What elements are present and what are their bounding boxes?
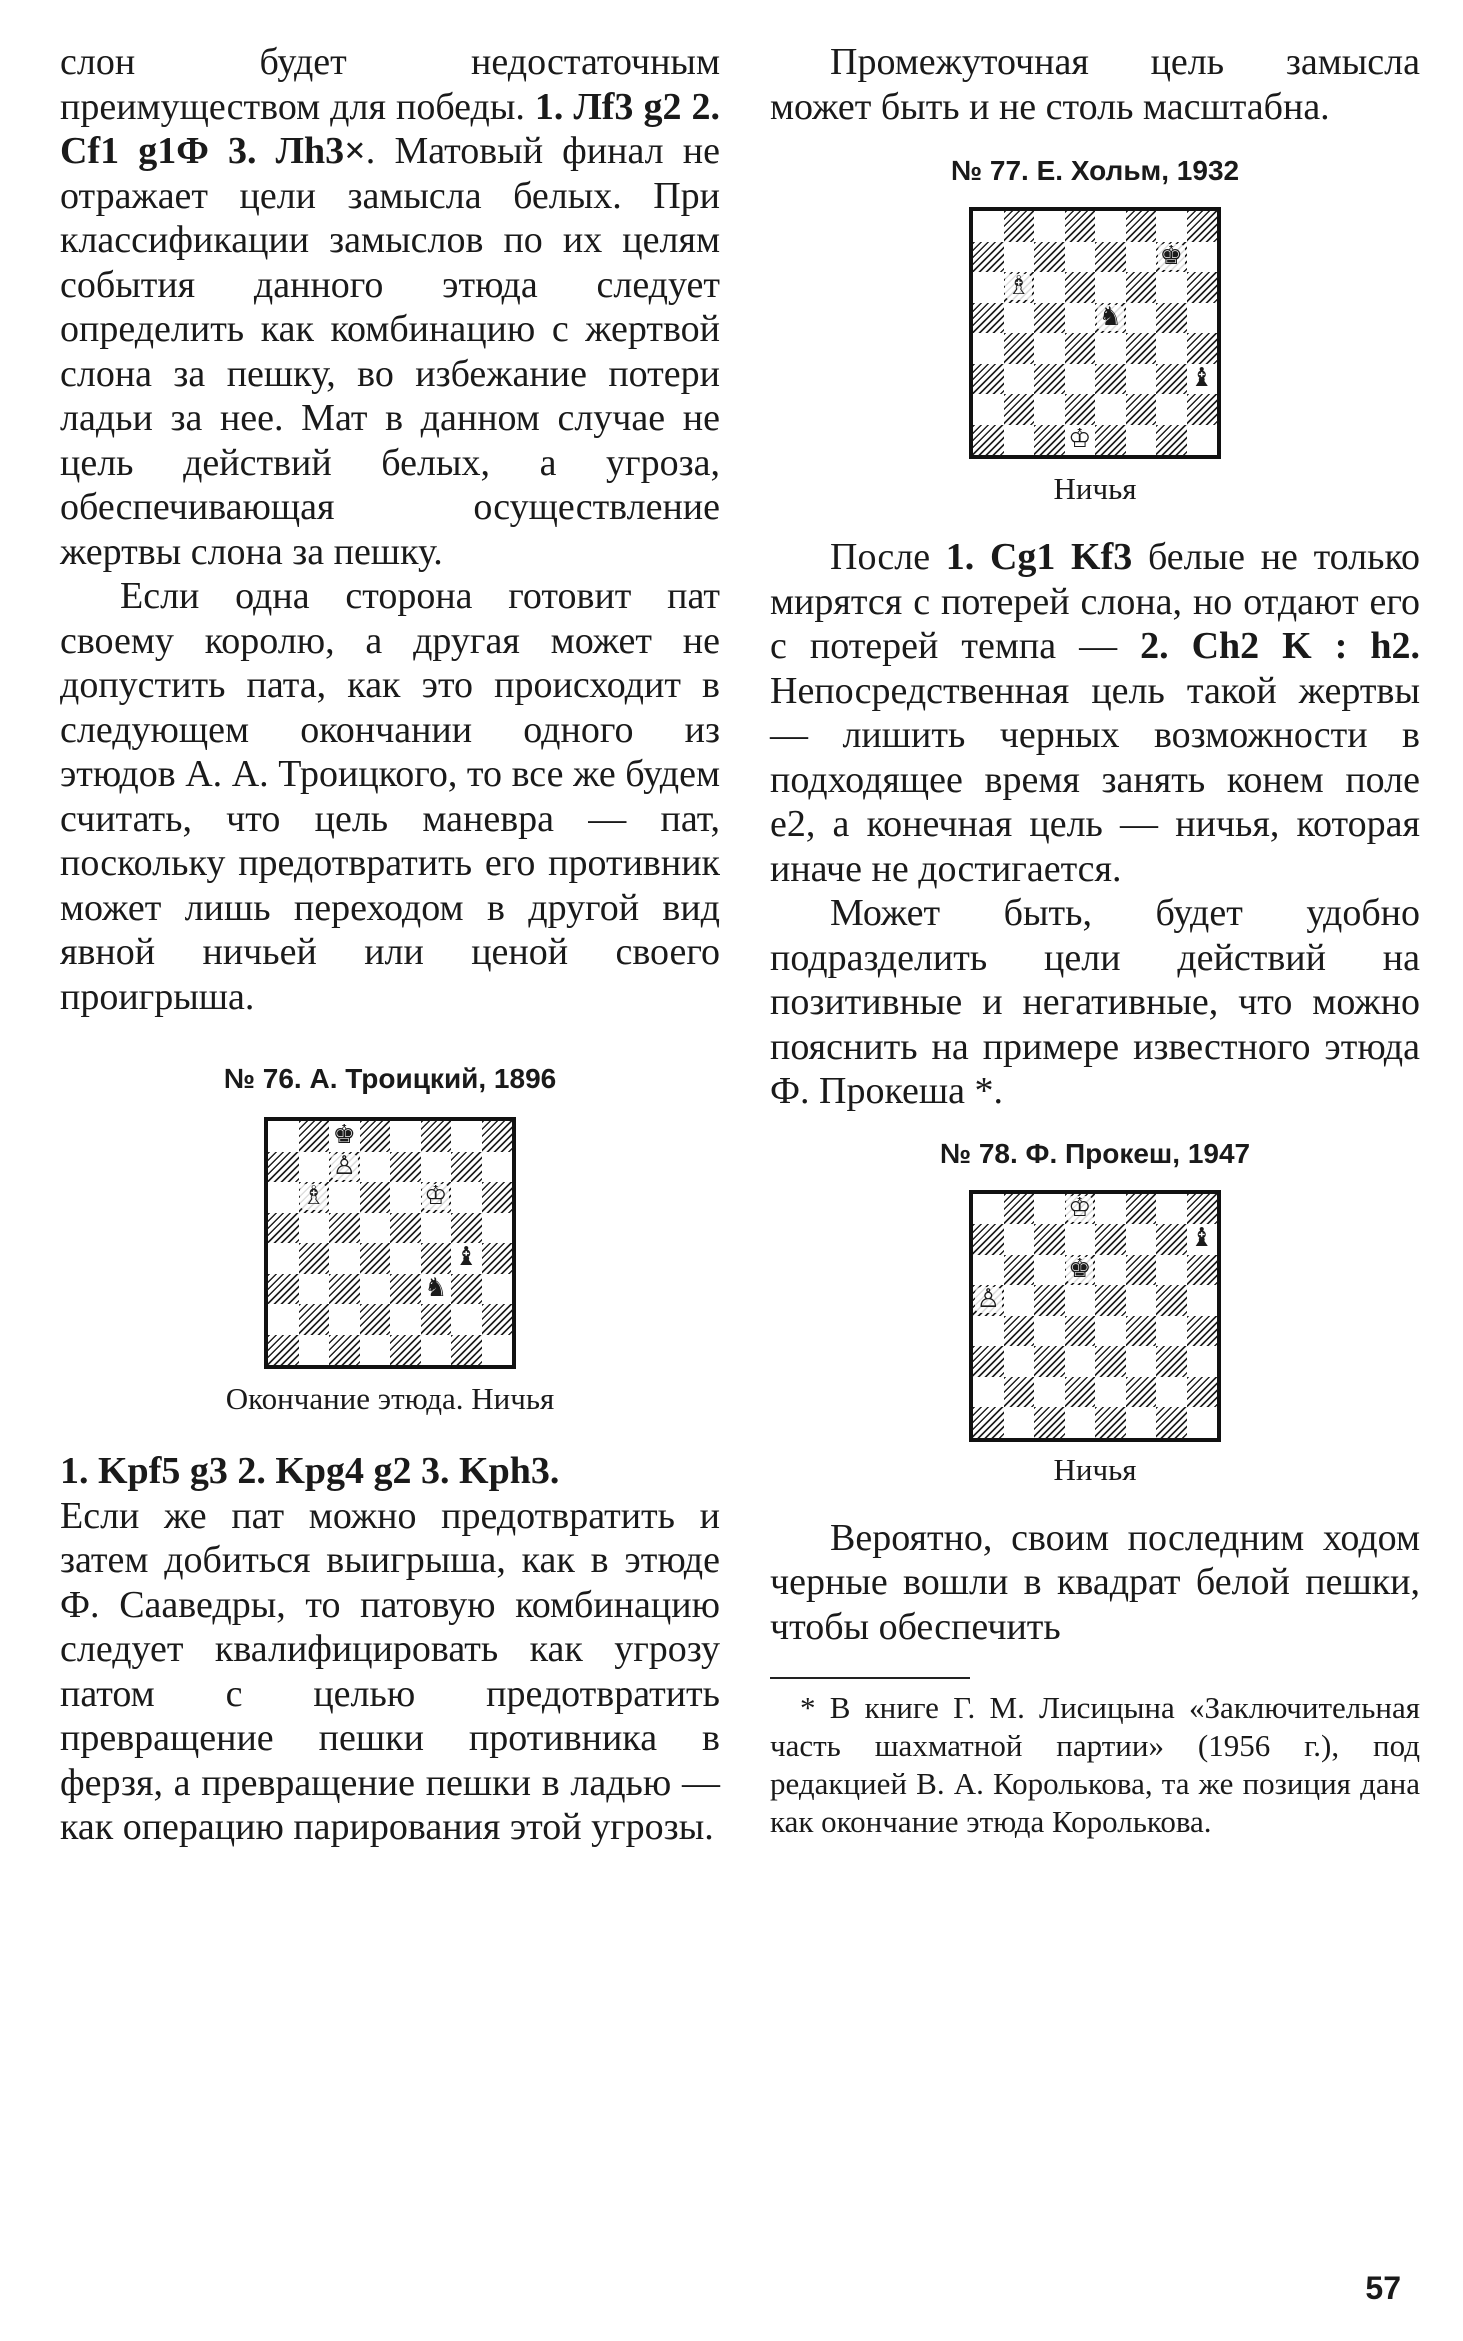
board-square — [1187, 1285, 1218, 1316]
chess-piece-glyph: ♚ — [1159, 240, 1183, 271]
board-square — [1034, 1346, 1065, 1377]
diagram-78-title: № 78. Ф. Прокеш, 1947 — [939, 1137, 1251, 1169]
board-square — [1187, 303, 1218, 334]
board-square — [1156, 364, 1187, 395]
board-square — [1126, 303, 1157, 334]
board-square — [451, 1152, 482, 1183]
board-square — [329, 1304, 360, 1335]
chess-piece — [973, 1285, 1004, 1316]
chess-piece-glyph: ♚ — [332, 1120, 356, 1151]
board-square — [390, 1152, 421, 1183]
board-square — [360, 1304, 391, 1335]
footnote-rule — [770, 1677, 970, 1679]
board-square — [1156, 394, 1187, 425]
text-run: После — [830, 536, 946, 578]
board-square — [1034, 1194, 1065, 1225]
board-square — [1126, 1255, 1157, 1286]
diagram-77-board — [969, 207, 1221, 459]
board-square — [1065, 1346, 1096, 1377]
board-square — [451, 1121, 482, 1152]
chess-piece-glyph: ♙ — [332, 1150, 356, 1181]
board-square — [1095, 364, 1126, 395]
board-square — [268, 1213, 299, 1244]
board-square — [390, 1213, 421, 1244]
board-square — [329, 1213, 360, 1244]
chess-piece-glyph: ♝ — [1190, 1223, 1214, 1254]
board-square — [1156, 425, 1187, 456]
chess-piece-glyph: ♙ — [976, 1284, 1000, 1315]
board-square — [1065, 1316, 1096, 1347]
board-square — [1004, 425, 1035, 456]
board-square — [973, 394, 1004, 425]
board-square — [1095, 211, 1126, 242]
board-square — [1034, 333, 1065, 364]
board-square — [973, 303, 1004, 334]
board-square — [1187, 1346, 1218, 1377]
diagram-77-title: № 77. Е. Хольм, 1932 — [950, 155, 1240, 186]
board-square — [1004, 364, 1035, 395]
board-square — [1034, 1377, 1065, 1408]
board-square — [1004, 1285, 1035, 1316]
moves-76-text: 1. Kpf5 g3 2. Kpg4 g2 3. Kph3. — [60, 1450, 560, 1492]
board-square — [1126, 272, 1157, 303]
diagram-78-board — [969, 1190, 1221, 1442]
board-square — [1187, 1407, 1218, 1438]
board-square — [1095, 1407, 1126, 1438]
board-square — [1095, 242, 1126, 273]
text-run: Может быть, будет удобно подразделить цели действий на позитивные и негативные, что можно пояснить на примере известного этюда Ф. Прокеша *. — [770, 892, 1420, 1112]
board-square — [360, 1243, 391, 1274]
board-square — [1004, 1224, 1035, 1255]
chess-piece-glyph: ♗ — [1007, 271, 1031, 302]
chess-piece — [451, 1243, 482, 1274]
board-square — [1187, 1316, 1218, 1347]
diagram-77 — [770, 155, 1420, 507]
board-square — [1065, 364, 1096, 395]
chess-piece — [329, 1152, 360, 1183]
board-square — [421, 1304, 452, 1335]
board-square — [1095, 1224, 1126, 1255]
chess-piece — [1004, 272, 1035, 303]
board-square — [1065, 394, 1096, 425]
board-square — [421, 1213, 452, 1244]
text-run: Если одна сторона готовит пат своему королю, а другая может не допустить пата, как это происходит в следующем окончании одного из этюдов А. А. Троицкого, то все же будем считать, что цель маневра — пат, поскольку предотвратить его противник может лишь переходом в другой вид явной ничьей или ценой своего проигрыша. — [60, 575, 720, 1018]
board-square — [1187, 211, 1218, 242]
board-square — [1156, 1407, 1187, 1438]
text-run: Непосредственная цель такой жертвы — лишить черных возможности в подходящее время занять конем поле е2, а конечная цель — ничья, которая иначе не достигается. — [770, 669, 1420, 890]
board-square — [1034, 364, 1065, 395]
text-run: . Матовый финал не отражает цели замысла белых. При классификации замыслов по их целям события данного этюда следует определить как комбинацию с жертвой слона за пешку, во избежание потери ладьи за нее. Мат в данном случае не цель действий белых, а угроза, обеспечивающая осуществление жертвы слона за пешку. — [60, 130, 720, 573]
board-square — [421, 1152, 452, 1183]
board-square — [1126, 1224, 1157, 1255]
left-column — [60, 40, 720, 1850]
board-square — [1095, 425, 1126, 456]
board-square — [421, 1121, 452, 1152]
board-square — [360, 1213, 391, 1244]
board-square — [1156, 1224, 1187, 1255]
diagram-76-caption: Окончание этюда. Ничья — [225, 1381, 555, 1416]
board-square — [1156, 1377, 1187, 1408]
chess-piece-glyph: ♚ — [1068, 1253, 1092, 1284]
board-square — [1004, 1407, 1035, 1438]
board-square — [1156, 1346, 1187, 1377]
board-square — [1126, 333, 1157, 364]
board-square — [1065, 333, 1096, 364]
move-notation: 2. Ch2 K : h2. — [1140, 625, 1420, 667]
board-square — [1095, 333, 1126, 364]
diagram-76-title: № 76. А. Троицкий, 1896 — [223, 1063, 557, 1094]
board-square — [451, 1335, 482, 1366]
chess-piece-glyph: ♔ — [1068, 1192, 1092, 1223]
board-square — [1034, 1255, 1065, 1286]
board-square — [268, 1121, 299, 1152]
board-square — [973, 1377, 1004, 1408]
board-square — [1034, 1285, 1065, 1316]
board-square — [973, 242, 1004, 273]
move-notation: 1. Лf3 g2 2. Cf1 g1Ф 3. Лh3× — [60, 85, 721, 172]
board-square — [1065, 1285, 1096, 1316]
text-run: слон будет недостаточным преимуществом для победы. — [60, 41, 720, 128]
board-square — [482, 1182, 513, 1213]
chess-piece — [421, 1182, 452, 1213]
chess-piece-glyph: ♝ — [1190, 362, 1214, 393]
diagram-78-caption: Ничья — [1053, 1451, 1137, 1487]
board-square — [421, 1335, 452, 1366]
board-square — [421, 1243, 452, 1274]
chess-piece-glyph: ♝ — [454, 1242, 478, 1273]
board-square — [482, 1274, 513, 1305]
board-square — [1065, 1224, 1096, 1255]
board-square — [973, 1224, 1004, 1255]
board-square — [1126, 1407, 1157, 1438]
board-square — [1004, 333, 1035, 364]
board-square — [1004, 1377, 1035, 1408]
chess-piece-glyph: ♔ — [424, 1181, 448, 1212]
board-square — [1065, 303, 1096, 334]
chess-piece — [1156, 242, 1187, 273]
board-square — [1034, 211, 1065, 242]
board-square — [1004, 1316, 1035, 1347]
board-square — [1004, 394, 1035, 425]
board-square — [1004, 1346, 1035, 1377]
right-paragraph-4 — [770, 1516, 1420, 1650]
diagram-76-board — [264, 1117, 516, 1369]
board-square — [390, 1304, 421, 1335]
board-square — [1065, 1377, 1096, 1408]
board-square — [390, 1182, 421, 1213]
board-square — [1187, 1377, 1218, 1408]
board-square — [973, 425, 1004, 456]
chess-piece — [299, 1182, 330, 1213]
board-square — [299, 1243, 330, 1274]
board-square — [973, 272, 1004, 303]
board-square — [329, 1243, 360, 1274]
board-square — [390, 1274, 421, 1305]
board-square — [1095, 1255, 1126, 1286]
board-square — [1187, 394, 1218, 425]
board-square — [1034, 272, 1065, 303]
board-square — [1004, 303, 1035, 334]
board-square — [1187, 333, 1218, 364]
board-square — [451, 1182, 482, 1213]
page-number: 57 — [1365, 2270, 1401, 2306]
board-square — [973, 1407, 1004, 1438]
board-square — [482, 1213, 513, 1244]
footnote: * В книге Г. М. Лисицына «Заключительная часть шахматной партии» (1956 г.), под редакцией В. А. Королькова, та же позиция дана как окончание этюда Королькова. — [770, 1690, 1420, 1839]
board-square — [299, 1152, 330, 1183]
board-square — [973, 364, 1004, 395]
board-square — [1034, 425, 1065, 456]
board-square — [451, 1274, 482, 1305]
board-square — [482, 1121, 513, 1152]
move-notation: 1. Cg1 Kf3 — [945, 536, 1133, 578]
right-column — [770, 40, 1420, 1841]
text-run: Если же пат можно предотвратить и затем добиться выигрыша, как в этюде Ф. Сааведры, то патовую комбинацию следует квалифицировать как угрозу патом с целью предотвратить превращение пешки противника в ферзя, а превращение пешки в ладью — как операцию парирования этой угрозы. — [60, 1494, 720, 1848]
board-square — [329, 1274, 360, 1305]
board-square — [1095, 272, 1126, 303]
board-square — [1034, 242, 1065, 273]
board-square — [268, 1152, 299, 1183]
board-square — [1065, 272, 1096, 303]
board-square — [1156, 1255, 1187, 1286]
board-square — [390, 1121, 421, 1152]
board-square — [973, 1255, 1004, 1286]
diagram-78 — [770, 1138, 1420, 1488]
board-square — [390, 1243, 421, 1274]
board-square — [1156, 1285, 1187, 1316]
chess-piece — [1065, 425, 1096, 456]
board-square — [1034, 1224, 1065, 1255]
board-square — [1126, 1377, 1157, 1408]
board-square — [1187, 425, 1218, 456]
left-paragraph-1 — [60, 40, 720, 574]
board-square — [482, 1335, 513, 1366]
board-square — [1126, 425, 1157, 456]
board-square — [451, 1304, 482, 1335]
board-square — [1156, 333, 1187, 364]
chess-piece — [1065, 1194, 1096, 1225]
board-square — [973, 1346, 1004, 1377]
board-square — [1156, 272, 1187, 303]
board-square — [1065, 211, 1096, 242]
board-square — [973, 333, 1004, 364]
board-square — [360, 1274, 391, 1305]
board-square — [1004, 211, 1035, 242]
board-square — [1034, 1316, 1065, 1347]
diagram-77-caption: Ничья — [1053, 471, 1137, 506]
board-square — [268, 1274, 299, 1305]
board-square — [268, 1243, 299, 1274]
board-square — [1034, 394, 1065, 425]
chess-piece-glyph: ♔ — [1068, 423, 1092, 454]
board-square — [1126, 211, 1157, 242]
board-square — [1126, 1316, 1157, 1347]
board-square — [1004, 242, 1035, 273]
board-square — [1095, 1346, 1126, 1377]
board-square — [360, 1182, 391, 1213]
text-run: Промежуточная цель замысла может быть и не столь масштабна. — [770, 41, 1420, 128]
board-square — [1065, 1407, 1096, 1438]
board-square — [299, 1213, 330, 1244]
board-square — [1034, 303, 1065, 334]
board-square — [973, 1194, 1004, 1225]
board-square — [1095, 394, 1126, 425]
chess-piece-glyph: ♞ — [424, 1272, 448, 1303]
board-square — [1004, 1255, 1035, 1286]
board-square — [1095, 1194, 1126, 1225]
right-paragraph-1 — [770, 40, 1420, 129]
board-square — [1126, 394, 1157, 425]
board-square — [329, 1335, 360, 1366]
board-square — [360, 1152, 391, 1183]
board-square — [268, 1304, 299, 1335]
chess-piece — [329, 1121, 360, 1152]
board-square — [1156, 211, 1187, 242]
right-paragraph-3 — [770, 891, 1420, 1114]
text-run: Вероятно, своим последним ходом черные вошли в квадрат белой пешки, чтобы обеспечить — [770, 1516, 1420, 1648]
board-square — [299, 1304, 330, 1335]
left-paragraph-3 — [60, 1494, 720, 1850]
board-square — [390, 1335, 421, 1366]
text-run: белые не только мирятся с потерей слона, но отдают его с потерей темпа — — [770, 536, 1420, 667]
moves-76 — [60, 1449, 720, 1494]
board-square — [1126, 1346, 1157, 1377]
board-square — [299, 1274, 330, 1305]
board-square — [268, 1182, 299, 1213]
board-square — [482, 1243, 513, 1274]
board-square — [1126, 242, 1157, 273]
board-square — [1187, 1194, 1218, 1225]
board-square — [1004, 1194, 1035, 1225]
chess-piece-glyph: ♗ — [302, 1181, 326, 1212]
board-square — [1156, 1194, 1187, 1225]
board-square — [329, 1182, 360, 1213]
board-square — [973, 1316, 1004, 1347]
board-square — [1126, 1285, 1157, 1316]
board-square — [1095, 1285, 1126, 1316]
board-grid — [973, 1194, 1217, 1438]
board-square — [1187, 1255, 1218, 1286]
board-square — [1065, 242, 1096, 273]
board-square — [1095, 1316, 1126, 1347]
chess-piece — [1187, 364, 1218, 395]
board-square — [1126, 1194, 1157, 1225]
chess-piece — [421, 1274, 452, 1305]
board-square — [268, 1335, 299, 1366]
footnote-block — [770, 1677, 1420, 1841]
board-square — [360, 1335, 391, 1366]
board-square — [482, 1304, 513, 1335]
board-square — [482, 1152, 513, 1183]
chess-piece — [1095, 303, 1126, 334]
right-paragraph-2 — [770, 535, 1420, 891]
board-square — [299, 1121, 330, 1152]
board-square — [360, 1121, 391, 1152]
board-square — [299, 1335, 330, 1366]
board-square — [1187, 242, 1218, 273]
diagram-76 — [60, 1063, 720, 1417]
left-paragraph-2 — [60, 574, 720, 1019]
board-square — [1126, 364, 1157, 395]
board-square — [1156, 1316, 1187, 1347]
chess-piece — [1065, 1255, 1096, 1286]
chess-piece — [1187, 1224, 1218, 1255]
board-square — [973, 211, 1004, 242]
board-square — [1156, 303, 1187, 334]
board-square — [1034, 1407, 1065, 1438]
board-square — [1095, 1377, 1126, 1408]
board-square — [451, 1213, 482, 1244]
chess-piece-glyph: ♞ — [1098, 301, 1122, 332]
board-square — [1187, 272, 1218, 303]
